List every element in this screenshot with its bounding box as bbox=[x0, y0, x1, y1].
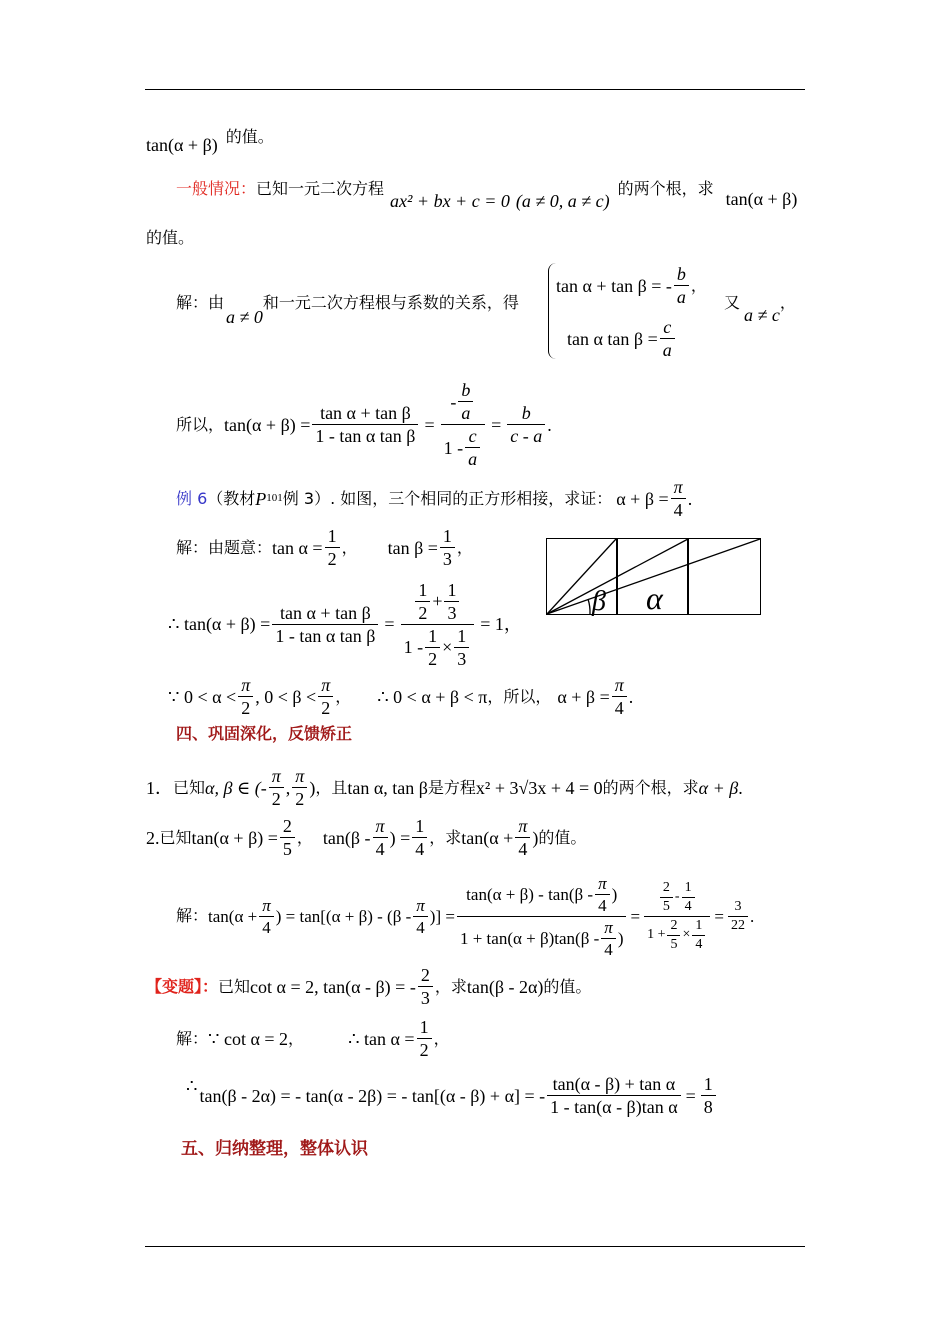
variant-solution-end: ， bbox=[433, 1028, 450, 1048]
problem2-t-lhs: tan(α + bbox=[461, 827, 514, 848]
problem1-close: ) bbox=[309, 777, 316, 798]
ex6-because-p2-den: 2 bbox=[318, 696, 333, 717]
so1-f2-den-num: c bbox=[468, 426, 477, 446]
ex6-because-mid: , 0 < β < bbox=[255, 686, 317, 707]
so1-lhs: tan(α + β) = bbox=[224, 414, 311, 435]
problem2-e2-rhs: ) = bbox=[389, 827, 411, 848]
ex6-b-den: 3 bbox=[440, 547, 455, 568]
p2s-c-n-a: 2 bbox=[662, 879, 670, 895]
ex6-b-lhs: tan β = bbox=[387, 537, 438, 558]
solution1-cond: a ≠ 0 bbox=[226, 307, 263, 327]
ex6-d-times: × bbox=[442, 637, 453, 657]
system-eq2 bbox=[567, 318, 677, 359]
ex6-therefore-eq: = bbox=[384, 614, 395, 634]
example6-line bbox=[176, 478, 692, 519]
ex6-n-plus: + bbox=[432, 591, 443, 611]
ex6-b-num: 1 bbox=[442, 526, 452, 546]
variant-text3: 的值。 bbox=[543, 976, 592, 996]
p2s-r-num: 3 bbox=[734, 898, 742, 914]
p2s-l-rhs: ) = tan[(α + β) - (β - bbox=[275, 906, 412, 926]
p2s-big-num-b: ) bbox=[611, 884, 618, 904]
p2s-eq2: = bbox=[714, 906, 724, 926]
example6-text1: （教材 bbox=[207, 488, 256, 508]
p2s-m-num: π bbox=[416, 895, 425, 915]
ex6-because-p2-num: π bbox=[321, 675, 331, 695]
ex6-d-prefix: 1 - bbox=[403, 637, 424, 657]
variant-g-num: 2 bbox=[420, 965, 430, 985]
variant-text1: 已知 bbox=[218, 976, 251, 996]
ex6-therefore-range: ∴ 0 < α + β < π bbox=[377, 686, 488, 707]
section5-heading: 五、归纳整理，整体认识 bbox=[181, 1139, 368, 1159]
problem1-eq: x² + 3√3x + 4 = 0 bbox=[475, 777, 603, 798]
variant-solution-therefore: ∴ tan α = bbox=[348, 1028, 415, 1049]
figure-alpha-label: α bbox=[646, 580, 663, 616]
problem1-text2: ，且 bbox=[315, 777, 348, 797]
general-case-condition: (a ≠ 0, a ≠ c) bbox=[515, 191, 610, 211]
problem2-e1-num: 2 bbox=[282, 816, 292, 836]
p2s-eq: = bbox=[630, 906, 641, 926]
problem1-text1: 已知 bbox=[173, 777, 206, 797]
p2s-big-den-a: 1 + tan(α + β)tan(β - bbox=[459, 928, 600, 948]
ex6-d-a-den: 2 bbox=[425, 647, 440, 668]
ex6-because-p-den: 2 bbox=[238, 696, 253, 717]
so1-prefix: 所以， bbox=[176, 414, 225, 434]
section4-heading: 四、巩固深化，反馈矫正 bbox=[176, 724, 353, 743]
ex6-sep: ， bbox=[341, 537, 358, 557]
top-line-expr: tan(α + β) bbox=[146, 135, 218, 155]
p2s-big-den-b: ) bbox=[617, 928, 624, 948]
variant-label: 【变题】： bbox=[146, 976, 219, 996]
ex6-res-lhs: α + β = bbox=[557, 686, 610, 707]
so1-f2-num-den: a bbox=[458, 401, 473, 422]
example6-text2: 例 3）. 如图，三个相同的正方形相接，求证： bbox=[282, 488, 613, 508]
p2s-c-d-a: 2 bbox=[670, 917, 678, 933]
ex6-n-a-num: 1 bbox=[418, 579, 428, 600]
system-eq1 bbox=[556, 265, 707, 306]
general-case-text3: 的值。 bbox=[146, 228, 195, 247]
ex6-because-comma: ， bbox=[335, 686, 352, 706]
p2s-bn-den: 4 bbox=[595, 894, 610, 914]
ex6-therefore-f1-num: tan α + tan β bbox=[280, 602, 371, 623]
solution1-prefix: 解：由 bbox=[176, 293, 225, 312]
p2s-lhs: tan(α + bbox=[208, 906, 258, 926]
so1-eq: = bbox=[424, 414, 435, 435]
also-cond: a ≠ c bbox=[744, 305, 780, 325]
system-eq1-num: b bbox=[676, 264, 686, 284]
problem1-text3: 是方程 bbox=[427, 777, 476, 797]
ex6-a-lhs: tan α = bbox=[272, 537, 323, 558]
problem1-end: . bbox=[738, 777, 743, 798]
variant-text2: ，求 bbox=[434, 976, 467, 996]
so1-f2-den-prefix: 1 - bbox=[443, 437, 464, 458]
p2s-c-d-times: × bbox=[682, 927, 691, 942]
general-case-label: 一般情况： bbox=[176, 179, 257, 198]
ex6-therefore-line bbox=[168, 578, 522, 670]
p2s-c-d-b: 1 bbox=[695, 917, 703, 933]
variant-solution-because: ∵ cot α = 2 bbox=[208, 1028, 289, 1049]
variant-final-r-num: 1 bbox=[703, 1074, 713, 1094]
top-line-suffix: 的值。 bbox=[225, 127, 274, 146]
general-case-text2: 的两个根，求 bbox=[617, 179, 714, 198]
problem1-num: 1． bbox=[146, 777, 173, 798]
solution1-line bbox=[176, 293, 519, 327]
p2s-bd-den: 4 bbox=[601, 938, 616, 958]
p2s-c-d-prefix: 1 + bbox=[647, 927, 666, 942]
p2s-bd-num: π bbox=[604, 917, 613, 937]
ex6-therefore-result: = 1， bbox=[480, 614, 522, 634]
so1-f3-den: c - a bbox=[507, 424, 545, 445]
variant-final-chain: tan(β - 2α) = - tan(α - 2β) = - tan[(α - β) + α] = - bbox=[199, 1085, 546, 1106]
problem2-e2-vden: 4 bbox=[412, 837, 427, 858]
example6-claim-den: 4 bbox=[671, 498, 686, 519]
general-case-line bbox=[176, 179, 798, 211]
ex6-d-b-den: 3 bbox=[454, 647, 469, 668]
problem2-text1: 已知 bbox=[159, 827, 192, 847]
system-eq1-lhs: tan α + tan β = - bbox=[556, 275, 672, 296]
problem2-e1-den: 5 bbox=[280, 837, 295, 858]
variant-final-therefore: ∴ bbox=[186, 1075, 198, 1096]
p2s-m-rhs: )] = bbox=[429, 906, 455, 926]
so1-f1-den: 1 - tan α tan β bbox=[312, 424, 418, 445]
so1-end: . bbox=[547, 414, 552, 435]
problem1-p2-num: π bbox=[295, 766, 305, 786]
p2s-big-num-a: tan(α + β) - tan(β - bbox=[466, 884, 594, 904]
problem1-tans: tan α, tan β bbox=[347, 777, 428, 798]
example6-end: . bbox=[687, 488, 693, 509]
variant-final-eq: = bbox=[685, 1085, 696, 1106]
p2s-c-n-minus: - bbox=[674, 889, 680, 904]
variant-final-f-num: tan(α - β) + tan α bbox=[552, 1074, 676, 1094]
problem2-text3: 的值。 bbox=[538, 827, 587, 847]
variant-g-den: 3 bbox=[418, 986, 433, 1007]
system-eq1-den: a bbox=[674, 285, 689, 306]
example6-book: P bbox=[255, 488, 267, 509]
problem2-t-den: 4 bbox=[515, 837, 530, 858]
solution1-text: 和一元二次方程根与系数的关系，得 bbox=[262, 293, 519, 312]
ex6-n-b-den: 3 bbox=[444, 601, 459, 622]
problem2-sep: ， bbox=[296, 827, 313, 847]
ex6-solution-prefix: 解：由题意： bbox=[176, 537, 273, 557]
p2s-c-n-b: 1 bbox=[684, 879, 692, 895]
also-label: 又 bbox=[724, 293, 741, 312]
also-comma: ， bbox=[779, 293, 796, 312]
variant-solution-line bbox=[176, 1018, 450, 1059]
ex6-res-den: 4 bbox=[612, 696, 627, 717]
p2s-c-d-ad: 5 bbox=[667, 935, 680, 952]
so1-f2-num-num: b bbox=[461, 380, 471, 400]
system-eq2-den: a bbox=[660, 338, 675, 359]
p2s-l-num: π bbox=[262, 895, 271, 915]
p2s-end: . bbox=[749, 906, 755, 926]
ex6-because-p-num: π bbox=[241, 675, 251, 695]
ex6-so: ，所以， bbox=[487, 686, 552, 706]
problem2-e2-num: π bbox=[375, 816, 385, 836]
problem2-e1-lhs: tan(α + β) = bbox=[191, 827, 278, 848]
problem2-t-close: ) bbox=[532, 827, 539, 848]
variant-solution-comma: ， bbox=[288, 1028, 305, 1048]
problem1-text4: 的两个根，求 bbox=[602, 777, 699, 797]
example6-claim-lhs: α + β = bbox=[616, 488, 669, 509]
ex6-res-end: . bbox=[628, 686, 634, 707]
also-line bbox=[724, 293, 796, 325]
variant-target: tan(β - 2α) bbox=[466, 976, 544, 997]
header-rule bbox=[145, 89, 805, 90]
system-eq2-lhs: tan α tan β = bbox=[567, 328, 658, 349]
variant-line bbox=[146, 966, 591, 1007]
top-line bbox=[146, 127, 274, 155]
problem2-t-num: π bbox=[518, 816, 528, 836]
so1-f1-num: tan α + tan β bbox=[320, 403, 411, 423]
problem1-p-den: 2 bbox=[269, 787, 284, 808]
problem1-p-num: π bbox=[271, 766, 281, 786]
p2s-c-n-bd: 4 bbox=[682, 897, 695, 914]
ex6-a-num: 1 bbox=[327, 526, 337, 546]
general-case-equation: ax² + bx + c = 0 bbox=[390, 191, 510, 211]
so1-f2-den-den: a bbox=[465, 447, 480, 468]
ex6-n-b-num: 1 bbox=[447, 579, 457, 600]
ex6-end: ， bbox=[456, 537, 473, 557]
problem2-e2-vnum: 1 bbox=[415, 816, 425, 836]
system-eq2-num: c bbox=[663, 317, 672, 337]
problem2-num: 2. bbox=[146, 827, 160, 848]
p2s-prefix: 解： bbox=[176, 906, 209, 925]
problem2-line bbox=[146, 817, 586, 858]
problem2-solution-line bbox=[176, 872, 754, 960]
ex6-n-a-den: 2 bbox=[415, 601, 430, 622]
problem1-p2-den: 2 bbox=[292, 787, 307, 808]
ex6-d-b-num: 1 bbox=[457, 625, 467, 646]
problem1-line bbox=[146, 767, 743, 808]
figure-beta-label: β bbox=[592, 586, 606, 617]
problem1-comma: , bbox=[285, 777, 291, 798]
ex6-solution-line bbox=[176, 527, 473, 568]
ex6-because: ∵ 0 < α < bbox=[168, 686, 237, 707]
ex6-therefore-lhs: ∴ tan(α + β) = bbox=[168, 614, 271, 634]
problem2-e2-den: 4 bbox=[373, 837, 388, 858]
p2s-m-den: 4 bbox=[413, 916, 428, 936]
ex6-d-a-num: 1 bbox=[428, 625, 438, 646]
ex6-because-line bbox=[168, 676, 633, 717]
problem2-e2-lhs: tan(β - bbox=[322, 827, 371, 848]
variant-final-f-den: 1 - tan(α - β)tan α bbox=[547, 1095, 680, 1116]
so1-f3-num: b bbox=[521, 403, 531, 423]
ex6-therefore-f1-den: 1 - tan α tan β bbox=[272, 624, 378, 645]
problem1-target: α + β bbox=[698, 777, 739, 798]
ex6-a-den: 2 bbox=[325, 547, 340, 568]
problem1-vars: α, β ∈ (- bbox=[205, 777, 267, 798]
p2s-r-den: 22 bbox=[728, 916, 748, 933]
ex6-res-num: π bbox=[614, 675, 624, 695]
general-case-text1: 已知一元二次方程 bbox=[256, 179, 385, 198]
variant-solution-t-den: 2 bbox=[417, 1038, 432, 1059]
general-case-target: tan(α + β) bbox=[725, 189, 798, 209]
system-eq1-comma: ， bbox=[690, 275, 707, 295]
example6-label: 例 6 bbox=[176, 488, 208, 508]
variant-given: cot α = 2, tan(α - β) = - bbox=[250, 976, 416, 997]
variant-solution-t-num: 1 bbox=[419, 1017, 429, 1037]
p2s-l-den: 4 bbox=[259, 916, 274, 936]
example6-claim-num: π bbox=[673, 477, 683, 497]
three-squares-figure bbox=[546, 538, 762, 616]
so1-line bbox=[176, 377, 552, 472]
p2s-bn-num: π bbox=[598, 873, 607, 893]
variant-final-line bbox=[186, 1075, 718, 1116]
so1-f2-num-sign: - bbox=[450, 391, 457, 412]
p2s-c-n-ad: 5 bbox=[660, 897, 673, 914]
p2s-c-d-bd: 4 bbox=[692, 935, 705, 952]
example6-book-sub: 101 bbox=[266, 492, 283, 504]
variant-final-r-den: 8 bbox=[701, 1095, 716, 1116]
variant-solution-prefix: 解： bbox=[176, 1028, 209, 1048]
footer-rule bbox=[145, 1246, 805, 1247]
problem2-text2: ，求 bbox=[429, 827, 462, 847]
so1-eq2: = bbox=[491, 414, 502, 435]
